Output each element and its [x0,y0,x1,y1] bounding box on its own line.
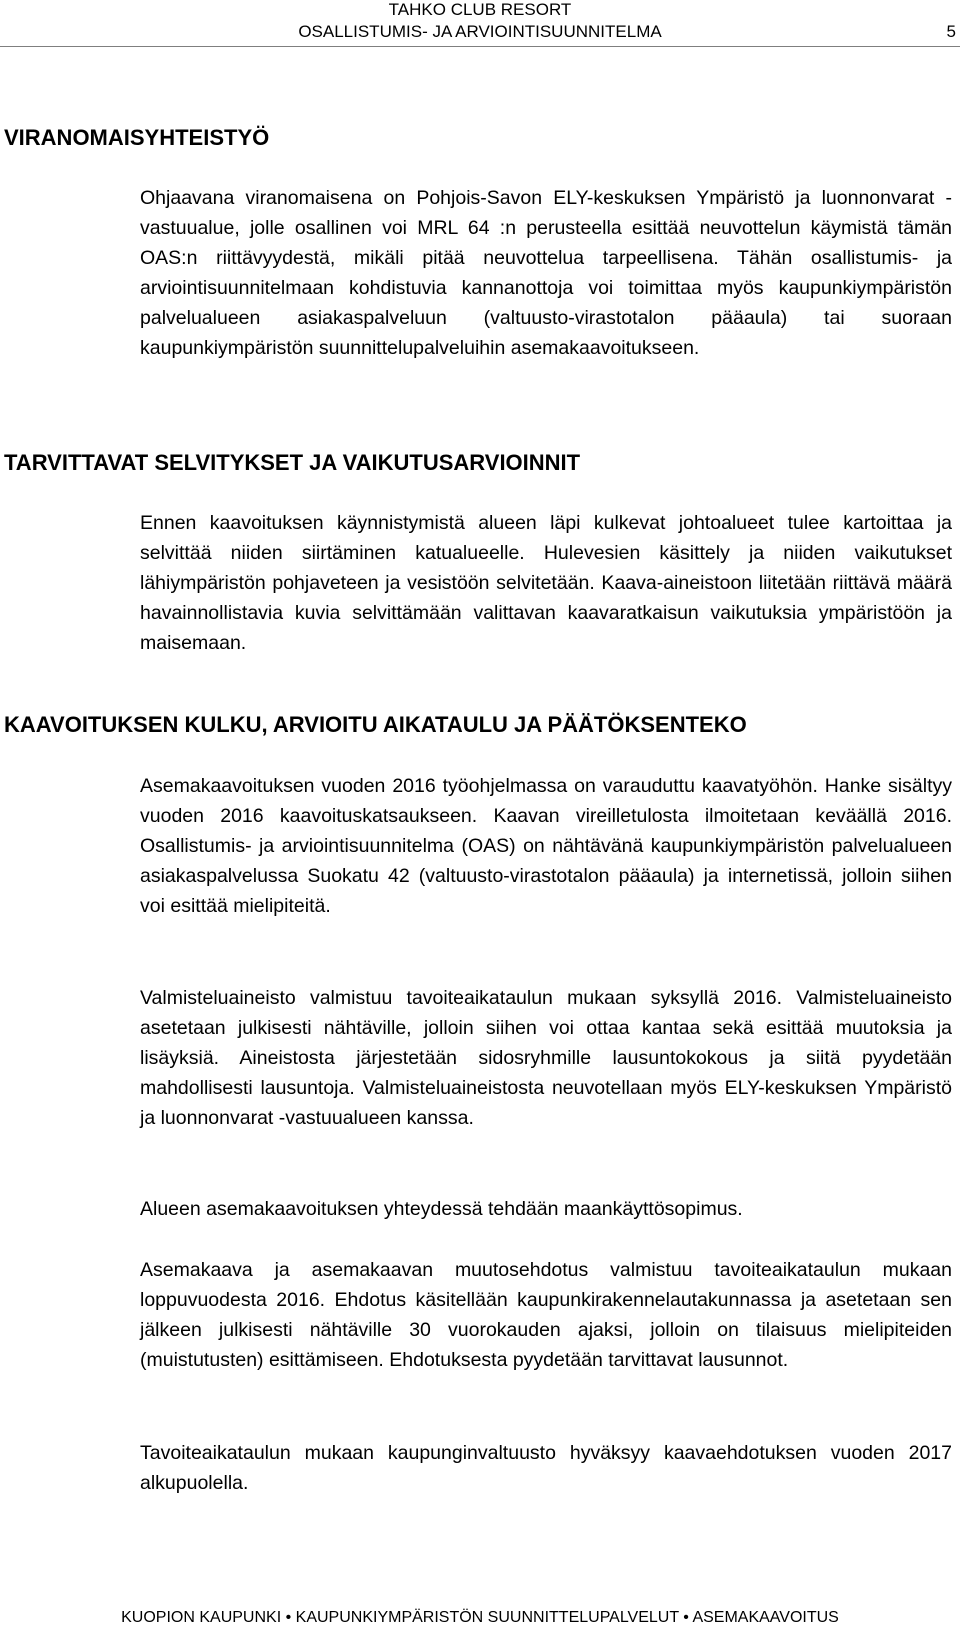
section-heading-kaavoituksen-kulku: KAAVOITUKSEN KULKU, ARVIOITU AIKATAULU JA PÄÄTÖKSENTEKO [4,712,747,737]
page-footer: KUOPION KAUPUNKI • KAUPUNKIYMPÄRISTÖN SUUNNITTELUPALVELUT • ASEMAKAAVOITUS [121,1609,839,1626]
page-number: 5 [946,22,956,41]
paragraph-maankayttosopimus: Alueen asemakaavoituksen yhteydessä tehdään maankäyttösopimus. [140,1198,743,1220]
header-title: TAHKO CLUB RESORT [388,0,572,19]
paragraph-viranomaisyhteistyo: Ohjaavana viranomaisena on Pohjois-Savon ELY-keskuksen Ympäristö ja luonnonvarat -vastuualue, jolle osallinen voi MRL 64 :n perusteella esittää neuvottelun käymistä tämän OAS:n riittävyydestä, mikäli pitää neuvottelua tarpeellisena. Tähän osallistumis- ja arviointisuunnitelmaan kohdistuvia kannanottoja voi toimittaa myös kaupunkiympäristön palvelualueen asiakaspalveluun (valtuusto-virastotalon pääaula) tai suoraan kaupunkiympäristön suunnittelupalveluihin asemakaavoitukseen. [140,187,952,359]
paragraph-tyoohjelma: Asemakaavoituksen vuoden 2016 työohjelmassa on varauduttu kaavatyöhön. Hanke sisältyy vuoden 2016 kaavoituskatsaukseen. Kaavan vireilletulosta ilmoitetaan keväällä 2016. Osallistumis- ja arviointisuunnitelma (OAS) on nähtävänä kaupunkiympäristön palvelualueen asiakaspalvelussa Suokatu 42 (valtuusto-virastotalon pääaula) ja internetissä, jolloin siihen voi esittää mielipiteitä. [140,775,952,917]
header-divider [0,46,960,47]
paragraph-selvitykset: Ennen kaavoituksen käynnistymistä alueen läpi kulkevat johtoalueet tulee kartoittaa ja selvittää niiden siirtäminen katualueelle. Hulevesien käsittely ja niiden vaikutukset lähiympäristön pohjaveteen ja vesistöön selvitetään. Kaava-aineistoon liitetään riittävä määrä havainnollistavia kuvia selvittämään valittavan kaavaratkaisun vaikutuksia ympäristöön ja maisemaan. [140,512,952,654]
section-heading-viranomaisyhteistyo: VIRANOMAISYHTEISTYÖ [4,125,270,150]
paragraph-hyvaksyminen: Tavoiteaikataulun mukaan kaupunginvaltuusto hyväksyy kaavaehdotuksen vuoden 2017 alkupuolella. [140,1442,952,1494]
page-header [0,0,960,48]
paragraph-ehdotus: Asemakaava ja asemakaavan muutosehdotus valmistuu tavoiteaikataulun mukaan loppuvuodesta 2016. Ehdotus käsitellään kaupunkirakennelautakunnassa ja asetetaan sen jälkeen julkisesti nähtäville 30 vuorokauden ajaksi, jolloin on tilaisuus mielipiteiden (muistutusten) esittämiseen. Ehdotuksesta pyydetään tarvittavat lausunnot. [140,1259,952,1371]
paragraph-valmisteluaineisto: Valmisteluaineisto valmistuu tavoiteaikataulun mukaan syksyllä 2016. Valmisteluaineisto asetetaan julkisesti nähtäville, jolloin siihen voi ottaa kantaa sekä esittää muutoksia ja lisäyksiä. Aineistosta järjestetään sidosryhmille lausuntokokous ja siitä pyydetään mahdollisesti lausuntoja. Valmisteluaineistosta neuvotellaan myös ELY-keskuksen Ympäristö ja luonnonvarat -vastuualueen kanssa. [140,987,952,1129]
header-subtitle: OSALLISTUMIS- JA ARVIOINTISUUNNITELMA [298,22,662,41]
section-heading-selvitykset: TARVITTAVAT SELVITYKSET JA VAIKUTUSARVIOINNIT [4,450,581,475]
